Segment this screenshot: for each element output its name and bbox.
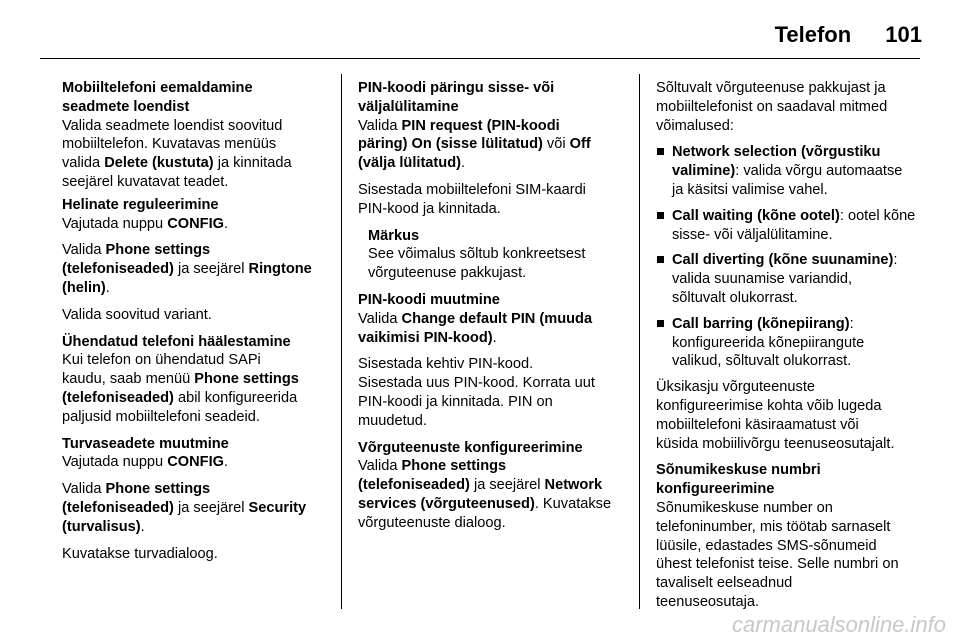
page-title: Telefon	[774, 22, 852, 47]
paragraph: Valida Phone settings (telefoniseaded) ja seejärel Security (turvalisus).	[62, 481, 307, 535]
paragraph: Valida Change default PIN (muuda vaikimisi PIN-kood).	[358, 310, 593, 346]
section-heading: Helinate reguleerimine	[62, 196, 219, 213]
paragraph: Üksikasju võrguteenuste konfigureerimise kohta võib lugeda mobiiltelefoni käsiraamatust või küsida mobiilivõrgu teenuseosutajalt.	[656, 379, 895, 452]
paragraph: Sisestada kehtiv PIN-kood. Sisestada uus PIN-kood. Korrata uut PIN-koodi ja kinnitada. PIN on muudetud.	[358, 356, 595, 429]
paragraph: Valida seadmete loendist soovitud mobiiltelefon. Kuvatavas menüüs valida Delete (kustuta) ja kinnitada seejärel kuvatavat teadet.	[62, 117, 292, 190]
page-header	[775, 22, 922, 48]
section-heading: Turvaseadete muutmine	[62, 435, 229, 452]
bullet-square-icon	[657, 212, 664, 219]
section-security	[62, 435, 330, 564]
note-heading: Märkus	[368, 227, 420, 244]
bullet-square-icon	[657, 148, 664, 155]
section-phone-setup	[62, 333, 330, 427]
column-3	[656, 79, 928, 616]
paragraph: Valida Phone settings (telefoniseaded) ja seejärel Ringtone (helin).	[62, 242, 312, 296]
page-number: 101	[885, 22, 922, 47]
note-box: Märkus See võimalus sõltub konkreetsest võrguteenuse pakkujast.	[368, 227, 626, 283]
paragraph: Valida soovitud variant.	[62, 306, 212, 323]
section-heading: Ühendatud telefoni häälestamine	[62, 333, 291, 350]
paragraph: Sõltuvalt võrguteenuse pakkujast ja mobiiltelefonist on saadaval mitmed võimalused:	[656, 80, 888, 134]
paragraph: Sõnumikeskuse number on telefoninumber, mis töötab sarnaselt lüüsile, edastades SMS-sõnumeid ühest telefonist teise. Selle numbri on tavaliselt eelseadnud teenuseosutaja.	[656, 499, 899, 610]
bullet-square-icon	[657, 320, 664, 327]
paragraph: Valida PIN request (PIN-koodi päring) On (sisse lülitatud) või Off (välja lülitatud).	[358, 117, 591, 172]
column-divider-1	[341, 74, 342, 609]
paragraph: Sisestada mobiiltelefoni SIM-kaardi PIN-kood ja kinnitada.	[358, 181, 586, 217]
paragraph: Kuvatakse turvadialoog.	[62, 545, 218, 562]
column-1	[62, 79, 330, 571]
section-remove-phone	[62, 79, 330, 192]
column-divider-2	[639, 74, 640, 609]
section-pin-change	[358, 291, 626, 431]
section-network-services	[358, 439, 626, 533]
paragraph: Vajutada nuppu CONFIG.	[62, 215, 229, 232]
list-item: Network selection (võrgustiku valimine): valida võrgu automaatse ja käsitsi valimise vahel.	[656, 143, 928, 199]
column-2	[358, 79, 626, 541]
list-item: Call barring (kõnepiirang): konfigureerida kõnepiirangute valikud, sõltuvalt olukorrast.	[656, 315, 928, 371]
section-heading: PIN-koodi päringu sisse- või väljalülitamine	[358, 80, 555, 115]
paragraph: Vajutada nuppu CONFIG.	[62, 454, 229, 471]
bullet-square-icon	[657, 256, 664, 263]
list-item: Call diverting (kõne suunamine): valida suunamise variandid, sõltuvalt olukorrast.	[656, 251, 928, 307]
section-heading: Sõnumikeskuse numbri konfigureerimine	[656, 462, 821, 498]
paragraph: Valida Phone settings (telefoniseaded) ja seejärel Network services (võrguteenused). Kuvatakse võrguteenuste dialoog.	[358, 458, 612, 531]
section-heading: Mobiiltelefoni eemaldamine seadmete loendist	[62, 80, 253, 115]
watermark: carmanualsonline.info	[731, 612, 946, 637]
section-pin-request	[358, 79, 626, 283]
header-rule	[40, 58, 920, 59]
section-heading: PIN-koodi muutmine	[358, 291, 500, 308]
paragraph: Kui telefon on ühendatud SAPi kaudu, saab menüü Phone settings (telefoniseaded) abil konfigureerida paljusid mobiiltelefoni seadeid.	[62, 352, 299, 425]
section-heading: Võrguteenuste konfigureerimine	[358, 439, 583, 456]
list-item: Call waiting (kõne ootel): ootel kõne sisse- või väljalülitamine.	[656, 207, 928, 245]
section-message-center	[656, 461, 928, 611]
section-ringtone	[62, 196, 330, 325]
